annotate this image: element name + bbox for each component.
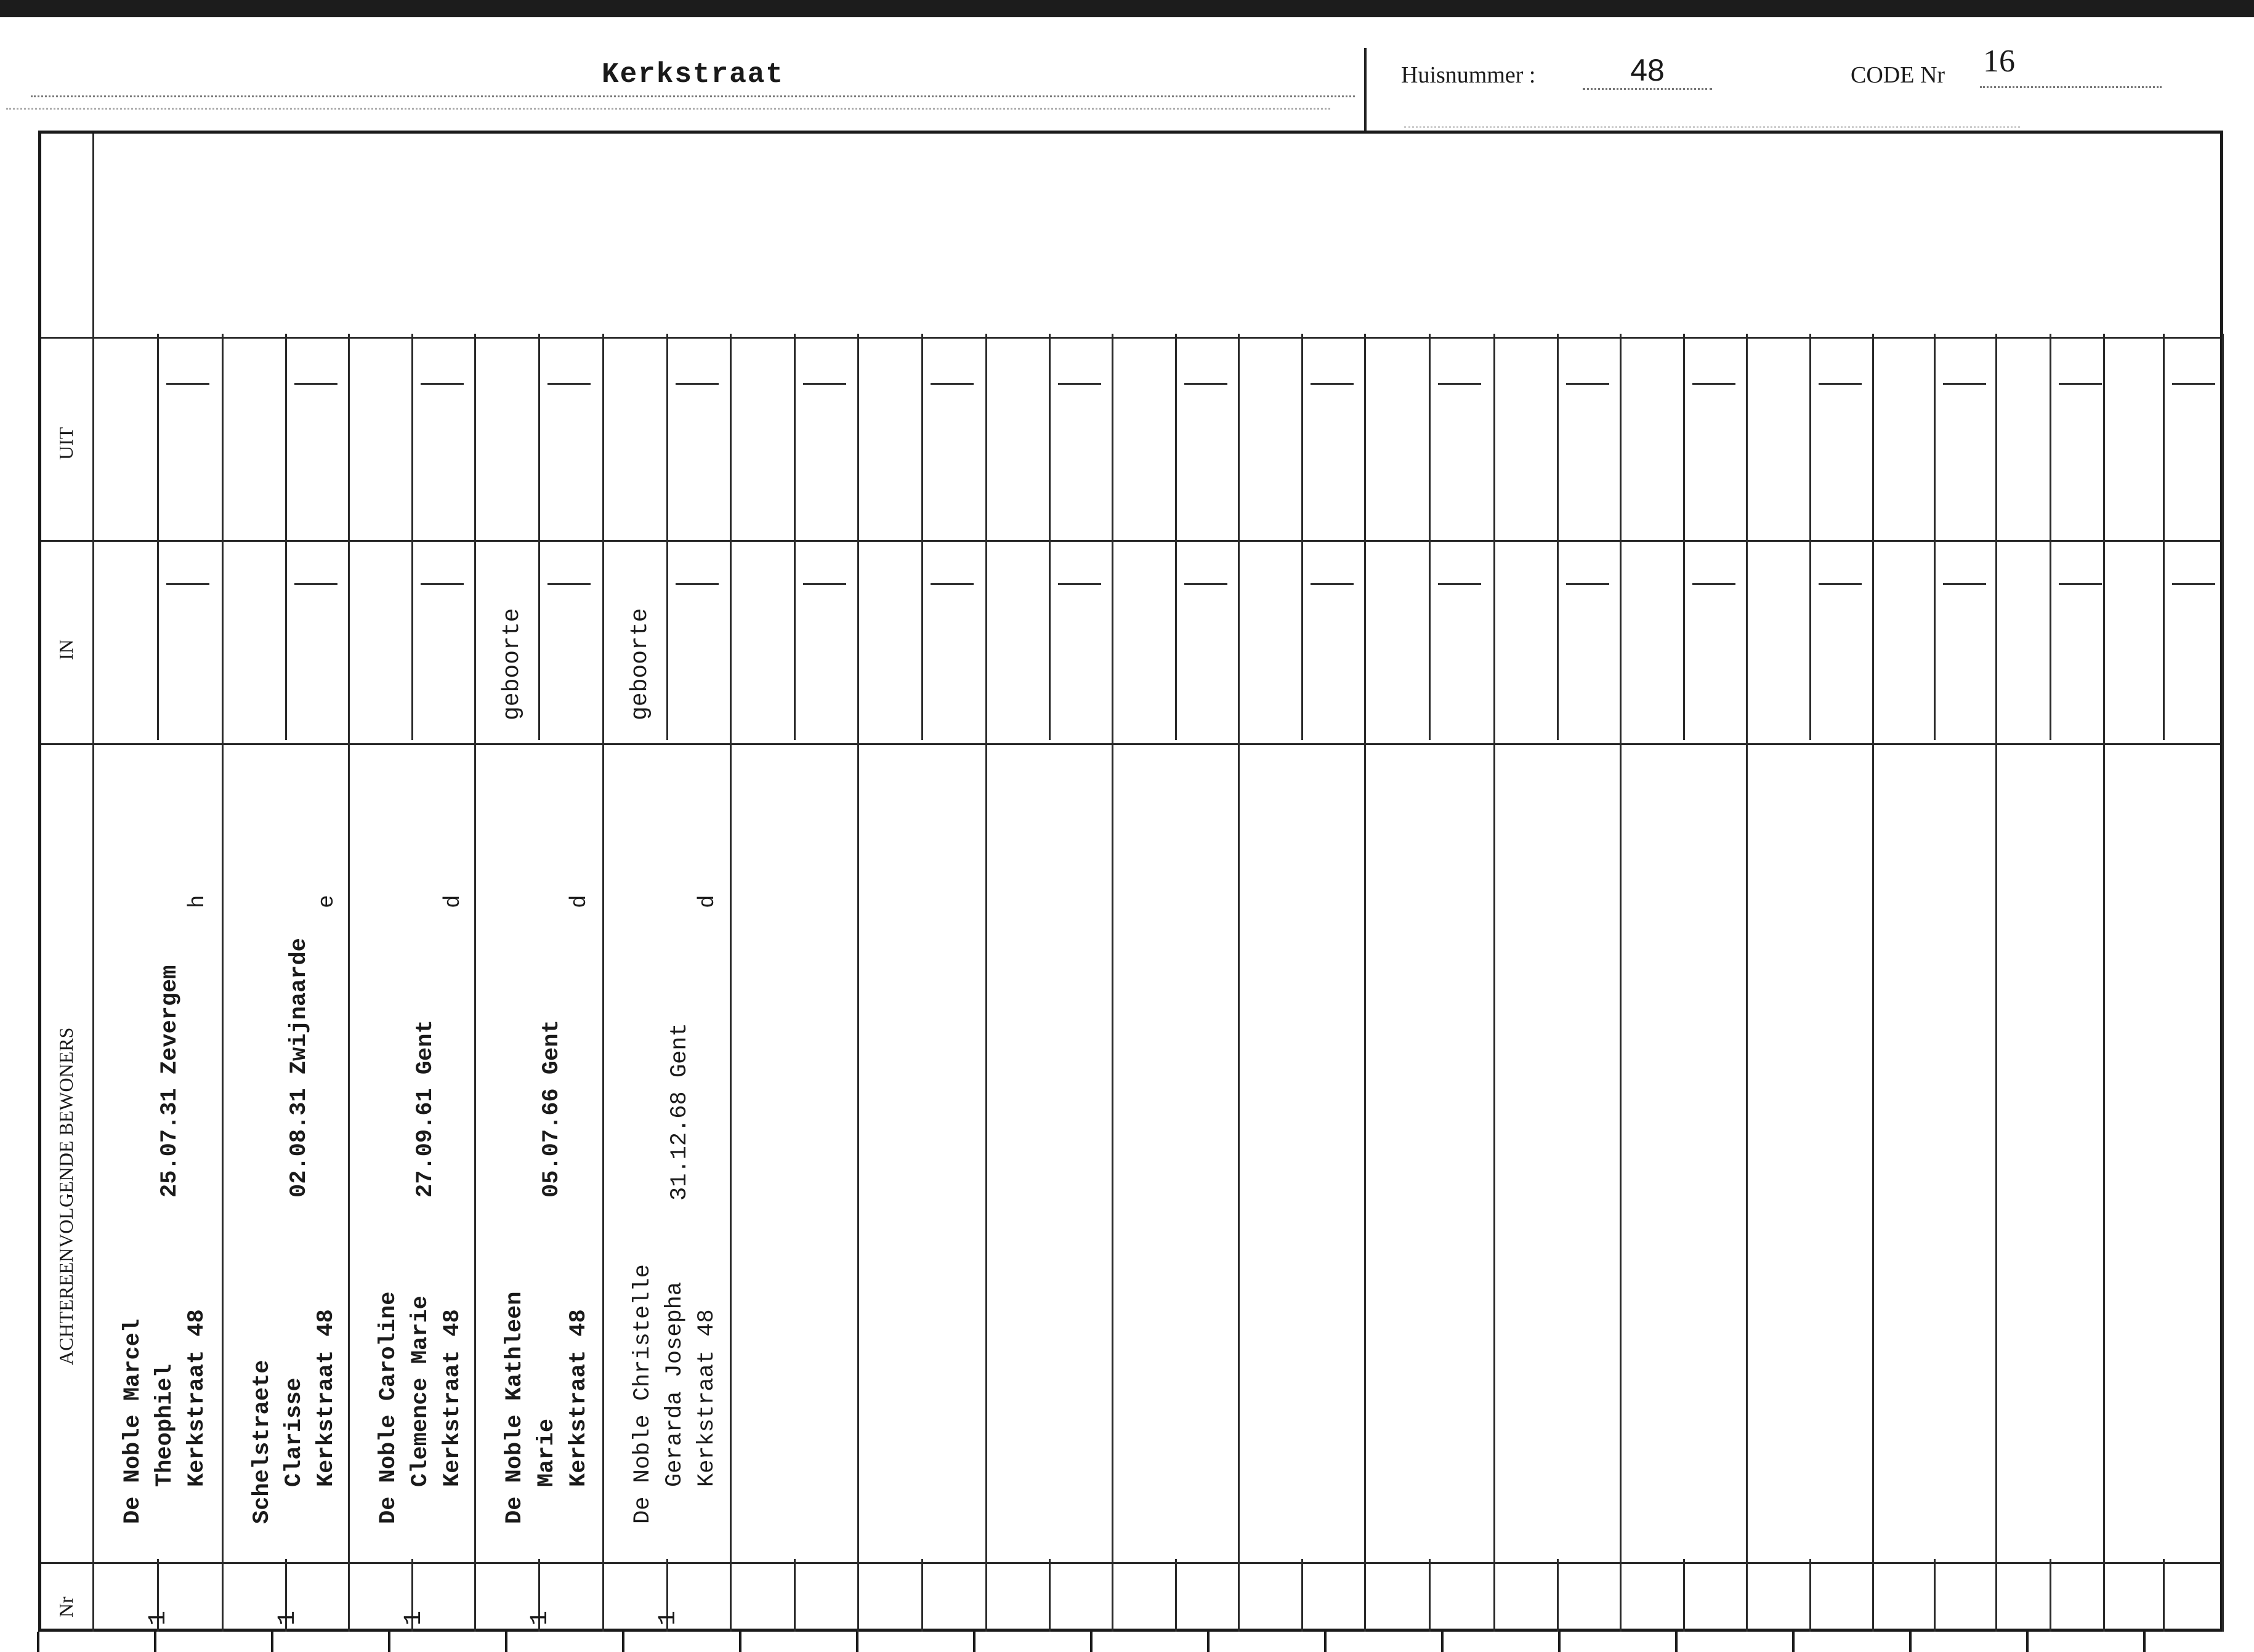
resident-address: Kerkstraat 48 — [694, 1309, 720, 1487]
dash-mark — [1692, 383, 1735, 385]
bottom-tick — [1090, 1632, 1093, 1652]
bottom-tick — [271, 1632, 273, 1652]
bottom-tick — [1441, 1632, 1444, 1652]
dotted-rule — [1404, 126, 2020, 128]
resident-address: Kerkstraat 48 — [184, 1309, 210, 1487]
dash-mark — [803, 583, 846, 585]
dash-mark — [1438, 383, 1481, 385]
sub-column-divider — [794, 334, 796, 740]
resident-address: Kerkstraat 48 — [313, 1309, 339, 1487]
dash-mark — [421, 583, 464, 585]
sub-column-divider — [1809, 334, 1811, 740]
dash-mark — [1184, 383, 1227, 385]
sub-column-divider — [1934, 334, 1936, 740]
resident-nr: 1 — [655, 1610, 682, 1626]
resident-letter: d — [567, 895, 592, 908]
column-divider — [1364, 334, 1366, 1632]
column-divider — [1995, 334, 1997, 1632]
sub-column-divider — [1683, 334, 1685, 740]
resident-in-reason: geboorte — [499, 608, 525, 720]
sub-column-divider — [1049, 1559, 1051, 1632]
house-number-value: 48 — [1583, 52, 1712, 90]
dash-mark — [1311, 583, 1354, 585]
sub-column-divider — [1429, 1559, 1431, 1632]
code-label: CODE Nr — [1851, 62, 1945, 88]
resident-entry — [246, 1309, 342, 1524]
sub-column-divider — [1557, 1559, 1559, 1632]
sub-column-divider — [1175, 334, 1177, 740]
resident-birth-date-place: 31.12.68 Gent — [667, 1023, 693, 1201]
code-number-value: 16 — [1980, 43, 2162, 88]
sub-column-divider — [2050, 1559, 2051, 1632]
bottom-tick — [1792, 1632, 1795, 1652]
sub-column-divider — [2050, 334, 2051, 740]
resident-name1: Schelstraete — [249, 1360, 275, 1524]
column-divider — [730, 334, 732, 1632]
dash-mark — [2059, 583, 2102, 585]
sub-column-divider — [2163, 334, 2165, 740]
dash-mark — [1184, 583, 1227, 585]
header-divider — [1364, 48, 1367, 131]
resident-name2: Clemence Marie — [408, 1295, 434, 1487]
dash-mark — [1566, 583, 1609, 585]
sub-column-divider — [411, 334, 413, 740]
column-divider — [2222, 334, 2224, 1632]
dash-mark — [166, 383, 209, 385]
sub-column-divider — [1175, 1559, 1177, 1632]
resident-letter: h — [185, 895, 210, 908]
bottom-tick — [388, 1632, 390, 1652]
sub-column-divider — [1301, 1559, 1303, 1632]
resident-birth-date-place: 27.09.61 Gent — [413, 1020, 438, 1198]
bottom-tick — [856, 1632, 858, 1652]
resident-entry — [373, 1292, 469, 1524]
sub-column-divider — [538, 334, 540, 740]
dash-mark — [1438, 583, 1481, 585]
street-name: Kerkstraat — [31, 58, 1355, 97]
column-divider — [1620, 334, 1622, 1632]
dash-mark — [547, 383, 591, 385]
column-divider — [474, 334, 476, 1632]
resident-name2: Gerarda Josepha — [662, 1281, 688, 1487]
dash-mark — [1819, 583, 1862, 585]
row-divider — [41, 743, 2220, 745]
resident-address: Kerkstraat 48 — [440, 1309, 466, 1487]
dash-mark — [931, 583, 974, 585]
resident-nr: 1 — [145, 1610, 172, 1626]
resident-name1: De Noble Christelle — [630, 1264, 656, 1524]
dash-mark — [676, 583, 719, 585]
dash-mark — [676, 383, 719, 385]
dash-mark — [294, 583, 337, 585]
bottom-tick — [739, 1632, 741, 1652]
dash-mark — [547, 583, 591, 585]
resident-birth-date-place: 05.07.66 Gent — [539, 1020, 565, 1198]
sub-column-divider — [1049, 334, 1051, 740]
resident-letter: d — [695, 895, 720, 908]
house-number-label: Huisnummer : — [1401, 62, 1536, 88]
bottom-tick — [2143, 1632, 2146, 1652]
resident-name1: De Noble Kathleen — [502, 1291, 528, 1524]
resident-birth-date-place: 25.07.31 Zevergem — [157, 965, 183, 1198]
resident-birth-date-place: 02.08.31 Zwijnaarde — [286, 938, 312, 1198]
bottom-tick — [1909, 1632, 1912, 1652]
bottom-tick — [505, 1632, 507, 1652]
dash-mark — [1058, 383, 1101, 385]
row-label-uit: UIT — [55, 427, 77, 460]
sub-column-divider — [921, 1559, 923, 1632]
column-divider — [857, 334, 859, 1632]
dash-mark — [1311, 383, 1354, 385]
resident-nr: 1 — [400, 1610, 428, 1626]
dotted-rule — [6, 108, 1330, 110]
bottom-tick — [2026, 1632, 2029, 1652]
resident-in-reason: geboorte — [627, 608, 653, 720]
column-divider — [92, 334, 94, 1632]
sub-column-divider — [2163, 1559, 2165, 1632]
sub-column-divider — [1557, 334, 1559, 740]
resident-name1: De Noble Marcel — [120, 1318, 146, 1524]
dash-mark — [294, 383, 337, 385]
resident-name1: De Noble Caroline — [376, 1291, 402, 1524]
resident-nr: 1 — [527, 1610, 554, 1626]
bottom-tick — [973, 1632, 976, 1652]
bottom-tick — [1324, 1632, 1327, 1652]
bottom-tick — [1675, 1632, 1678, 1652]
resident-entry — [627, 1264, 723, 1524]
column-divider — [1746, 334, 1748, 1632]
dash-mark — [1566, 383, 1609, 385]
column-divider — [1493, 334, 1495, 1632]
resident-name2: Marie — [534, 1418, 560, 1487]
sub-column-divider — [1934, 1559, 1936, 1632]
row-label-nr: Nr — [55, 1597, 77, 1618]
column-divider — [602, 334, 604, 1632]
dash-mark — [931, 383, 974, 385]
dash-mark — [2059, 383, 2102, 385]
register-table — [38, 131, 2223, 1632]
column-divider — [1872, 334, 1874, 1632]
sub-column-divider — [157, 334, 159, 740]
row-label-bewoners: ACHTEREENVOLGENDE BEWONERS — [55, 1027, 77, 1365]
column-divider — [985, 334, 987, 1632]
sub-column-divider — [921, 334, 923, 740]
dash-mark — [1058, 583, 1101, 585]
dash-mark — [2172, 583, 2215, 585]
sub-column-divider — [1301, 334, 1303, 740]
resident-entry — [117, 1309, 213, 1524]
column-divider — [222, 334, 224, 1632]
sub-column-divider — [285, 334, 287, 740]
sub-column-divider — [1683, 1559, 1685, 1632]
sub-column-divider — [1429, 334, 1431, 740]
row-divider — [41, 337, 2220, 339]
dash-mark — [803, 383, 846, 385]
sub-column-divider — [1809, 1559, 1811, 1632]
dash-mark — [1943, 583, 1986, 585]
bottom-tick — [622, 1632, 624, 1652]
dash-mark — [1819, 383, 1862, 385]
bottom-tick — [37, 1632, 39, 1652]
dash-mark — [1943, 383, 1986, 385]
resident-address: Kerkstraat 48 — [566, 1309, 592, 1487]
resident-entry — [499, 1292, 595, 1524]
sub-column-divider — [666, 334, 668, 740]
sub-column-divider — [794, 1559, 796, 1632]
column-divider — [348, 334, 350, 1632]
dash-mark — [2172, 383, 2215, 385]
top-edge-bar — [0, 0, 2254, 17]
dash-mark — [166, 583, 209, 585]
bottom-tick — [1558, 1632, 1561, 1652]
resident-letter: d — [440, 895, 466, 908]
resident-letter: e — [314, 895, 339, 908]
dash-mark — [1692, 583, 1735, 585]
row-label-in: IN — [55, 639, 77, 660]
column-divider — [1112, 334, 1113, 1632]
row-divider — [41, 540, 2220, 542]
dash-mark — [421, 383, 464, 385]
column-divider — [2103, 334, 2105, 1632]
column-divider — [1238, 334, 1240, 1632]
bottom-tick — [154, 1632, 156, 1652]
resident-nr: 1 — [274, 1610, 302, 1626]
resident-name2: Clarisse — [281, 1377, 307, 1487]
resident-name2: Theophiel — [152, 1364, 178, 1487]
bottom-tick — [1207, 1632, 1210, 1652]
row-divider — [41, 1562, 2220, 1564]
